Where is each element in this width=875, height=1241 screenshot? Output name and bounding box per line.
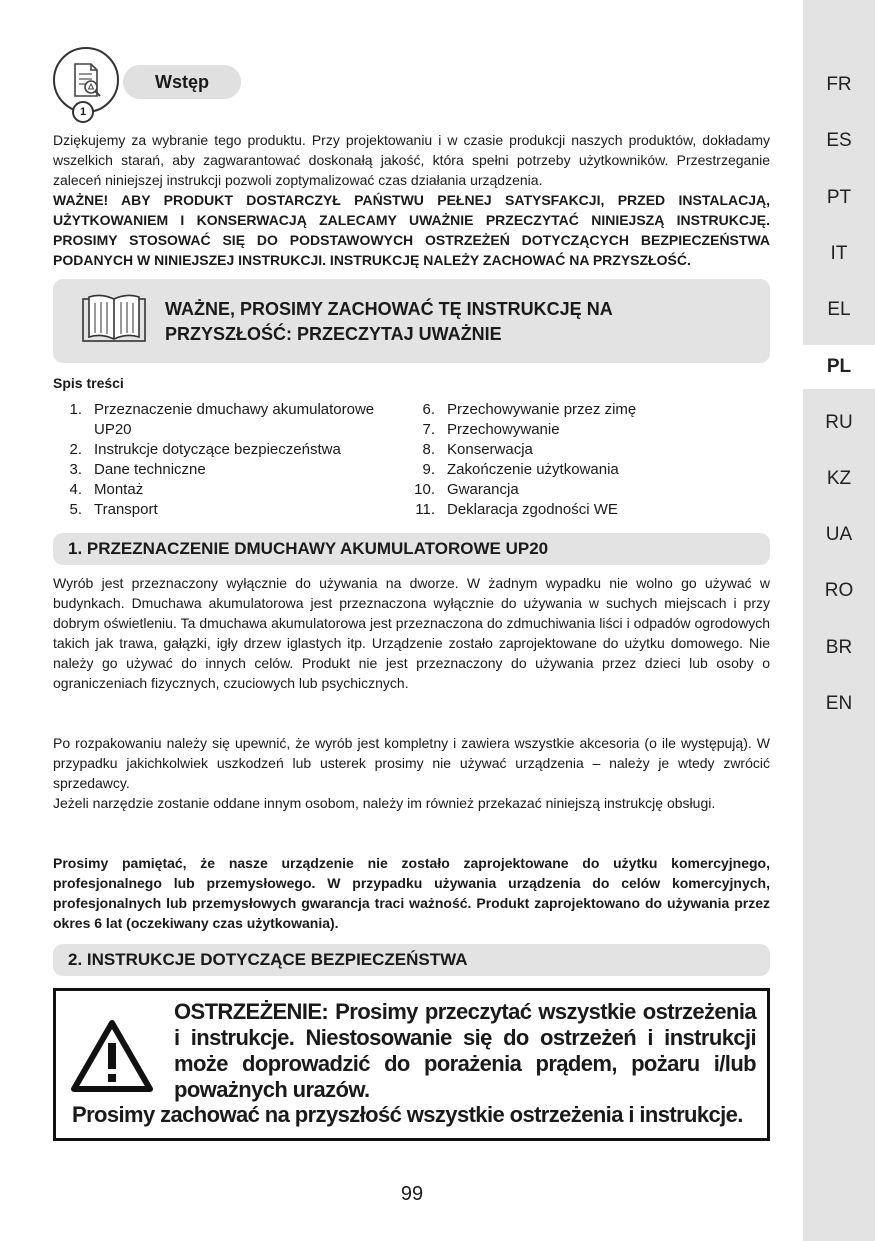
- lang-es[interactable]: ES: [826, 130, 852, 151]
- toc-item[interactable]: [406, 400, 770, 420]
- toc-label: Zakończenie użytkowania: [447, 461, 619, 478]
- toc-num: 10.: [414, 481, 435, 498]
- important-line-2: PRZYSZŁOŚĆ: PRZECZYTAJ UWAŻNIE: [165, 324, 502, 344]
- toc-label: Deklaracja zgodności WE: [447, 501, 618, 518]
- important-line-1: WAŻNE, PROSIMY ZACHOWAĆ TĘ INSTRUKCJĘ NA: [165, 299, 613, 319]
- page-number: 99: [400, 1183, 424, 1205]
- toc-num: 1.: [69, 401, 82, 418]
- toc-item[interactable]: [406, 420, 770, 440]
- lang-pl[interactable]: PL: [826, 356, 852, 377]
- language-sidebar-lower: [803, 0, 875, 1241]
- lang-fr[interactable]: FR: [826, 74, 852, 95]
- toc-left-column: [53, 400, 405, 520]
- toc-label: Konserwacja: [447, 441, 533, 458]
- section-2-heading-text: 2. INSTRUKCJE DOTYCZĄCE BEZPIECZEŃSTWA: [68, 950, 468, 969]
- toc-label: Gwarancja: [447, 481, 519, 498]
- intro-bold-paragraph: WAŻNE! ABY PRODUKT DOSTARCZYŁ PAŃSTWU PEŁNEJ SATYSFAKCJI, PRZED INSTALACJĄ, UŻYTKOWANIEM I KONSERWACJĄ ZALECAMY UWAŻNIE PRZECZYTAĆ NINIEJSZĄ INSTRUKCJĘ. PROSIMY STOSOWAĆ SIĘ DO PODSTAWOWYCH OSTRZEŻEŃ DOTYCZĄCYCH BEZPIECZEŃSTWA PODANYCH W NINIEJSZEJ INSTRUKCJI. INSTRUKCJĘ NALEŻY ZACHOWAĆ NA PRZYSZŁOŚĆ.: [53, 192, 770, 268]
- warning-keep-text: Prosimy zachować na przyszłość wszystkie ostrzeżenia i instrukcje.: [72, 1102, 743, 1127]
- section-1-text: [53, 573, 770, 693]
- toc-num: 8.: [422, 441, 435, 458]
- important-notice: [53, 279, 770, 363]
- toc-item[interactable]: [53, 500, 405, 520]
- warning-triangle-icon: [70, 1019, 154, 1098]
- toc-num: 9.: [422, 461, 435, 478]
- toc-label: Przeznaczenie dmuchawy akumulatorowe UP20: [94, 401, 375, 438]
- lang-el[interactable]: EL: [827, 299, 851, 320]
- toc-label: Przechowywanie przez zimę: [447, 401, 637, 418]
- toc-item[interactable]: [406, 500, 770, 520]
- lang-kz[interactable]: KZ: [826, 468, 852, 489]
- toc-label: Instrukcje dotyczące bezpieczeństwa: [94, 441, 341, 458]
- toc-item[interactable]: [53, 460, 405, 480]
- lang-br[interactable]: BR: [825, 637, 853, 658]
- toc-num: 2.: [69, 441, 82, 458]
- warning-box: [53, 988, 770, 1141]
- toc-label: Transport: [94, 501, 158, 518]
- toc-item[interactable]: [406, 460, 770, 480]
- section-2-heading: [53, 944, 770, 976]
- lang-ua[interactable]: UA: [825, 524, 853, 545]
- toc-item[interactable]: [53, 400, 405, 440]
- open-book-icon: [81, 293, 147, 350]
- section-1-heading-text: 1. PRZEZNACZENIE DMUCHAWY AKUMULATOROWE UP20: [68, 539, 549, 558]
- toc-item[interactable]: [53, 480, 405, 500]
- toc-num: 4.: [69, 481, 82, 498]
- section-1-paragraph-4: Prosimy pamiętać, że nasze urządzenie nie zostało zaprojektowane do użytku komercyjnego, profesjonalnego lub przemysłowego. W przypadku używania urządzenia do celów komercyjnych, profesjonalnych lub przemysłowych gwarancja traci ważność. Produkt zaprojektowano do używania przez okres 6 lat (oczekiwany czas użytkowania).: [53, 855, 770, 931]
- toc-item[interactable]: [53, 440, 405, 460]
- toc-num: 6.: [422, 401, 435, 418]
- section-1-heading: [53, 533, 770, 565]
- section-1-text-2: [53, 733, 770, 813]
- section-1-text-3: [53, 853, 770, 933]
- intro-paragraph: Dziękujemy za wybranie tego produktu. Przy projektowaniu i w czasie produkcji naszych produktów, dokładamy wszelkich starań, aby zagwarantować doskonałą jakość, która spełni potrzeby użytkowników. Przestrzeganie zaleceń niniejszej instrukcji pozwoli zoptymalizować czas działania urządzenia.: [53, 132, 770, 188]
- lang-pt[interactable]: PT: [826, 187, 852, 208]
- toc-num: 3.: [69, 461, 82, 478]
- toc-label: Montaż: [94, 481, 144, 498]
- lang-ro[interactable]: RO: [824, 580, 854, 601]
- lang-ru[interactable]: RU: [825, 412, 853, 433]
- lang-it[interactable]: IT: [830, 243, 848, 264]
- toc-item[interactable]: [406, 440, 770, 460]
- toc-num: 7.: [422, 421, 435, 438]
- important-text: [165, 297, 725, 347]
- toc-num: 5.: [69, 501, 82, 518]
- intro-text: [53, 130, 770, 270]
- section-1-paragraph-3: Jeżeli narzędzie zostanie oddane innym osobom, należy im również przekazać niniejszą instrukcję obsługi.: [53, 795, 716, 811]
- toc-label: Dane techniczne: [94, 461, 206, 478]
- section-1-paragraph-1: Wyrób jest przeznaczony wyłącznie do używania na dworze. W żadnym wypadku nie wolno go używać w budynkach. Dmuchawa akumulatorowa jest przeznaczona wyłącznie do używania w suchych miejscach i przy dobrym oświetleniu. Ta dmuchawa akumulatorowa jest przeznaczona do zdmuchiwania liści i odpadów ogrodowych takich jak trawa, gałązki, igły drzew iglastych itp. Urządzenie zostało zaprojektowane do użytku domowego. Nie należy go używać do innych celów. Produkt nie jest przeznaczony do używania przez dzieci lub osoby o ograniczeniach fizycznych, czuciowych lub psychicznych.: [53, 575, 770, 691]
- section-number-badge: 1: [72, 101, 94, 123]
- toc-item[interactable]: [406, 480, 770, 500]
- toc-right-column: [406, 400, 770, 520]
- section-1-paragraph-2: Po rozpakowaniu należy się upewnić, że wyrób jest kompletny i zawiera wszystkie akcesoria (o ile występują). W przypadku jakichkolwiek uszkodzeń lub usterek prosimy nie używać urządzenia – należy je wtedy zwrócić sprzedawcy.: [53, 735, 770, 791]
- intro-title: Wstęp: [123, 65, 241, 99]
- lang-en[interactable]: EN: [825, 693, 853, 714]
- toc-title: Spis treści: [53, 375, 124, 391]
- warning-text: OSTRZEŻENIE: Prosimy przeczytać wszystkie ostrzeżenia i instrukcje. Niestosowanie się do ostrzeżeń i instrukcji może doprowadzić do porażenia prądem, pożaru i/lub poważnych urazów.: [174, 999, 756, 1102]
- toc-num: 11.: [415, 501, 435, 518]
- toc-label: Przechowywanie: [447, 421, 560, 438]
